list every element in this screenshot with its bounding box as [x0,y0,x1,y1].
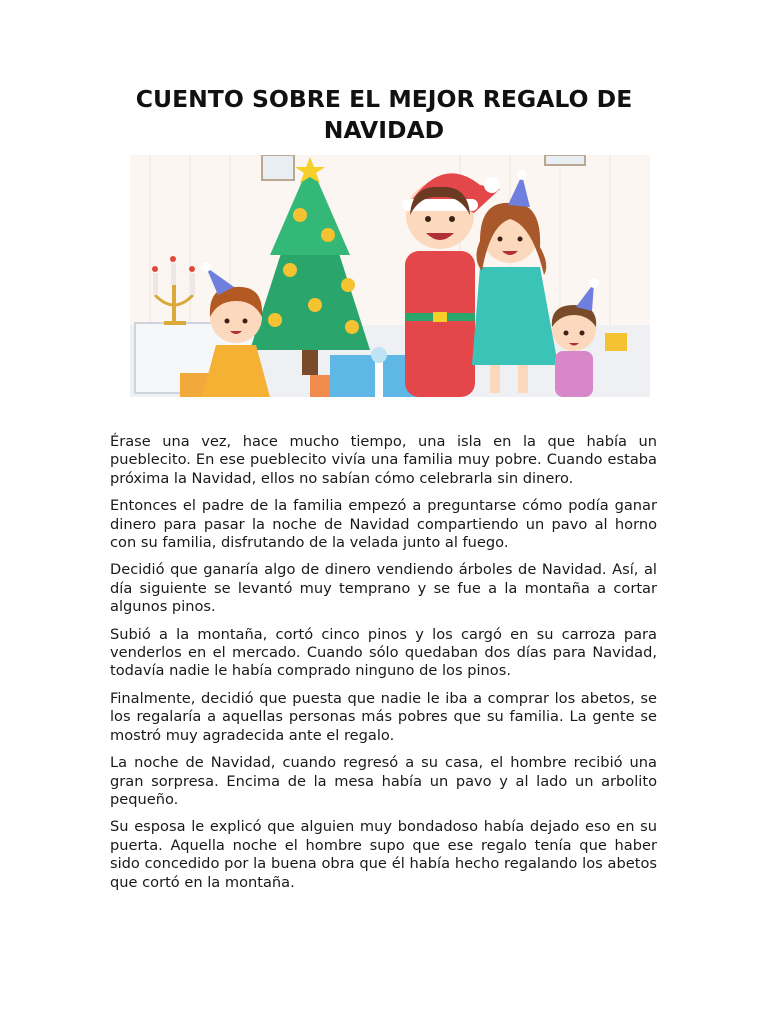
story-paragraph: Su esposa le explicó que alguien muy bondadoso había dejado eso en su puerta. Aquella noche el hombre supo que ese regalo tenía que haber sido concedido por la buena obra que él había hecho regalando los abetos que cortó en la montaña. [110,818,657,891]
story-paragraph: Érase una vez, hace mucho tiempo, una isla en la que había un pueblecito. En ese pueblecito vivía una familia muy pobre. Cuando estaba próxima la Navidad, ellos no sabían cómo celebrarla sin dinero. [110,433,657,487]
page-title: CUENTO SOBRE EL MEJOR REGALO DE NAVIDAD [135,85,633,144]
story-body [110,433,657,901]
story-paragraph: Decidió que ganaría algo de dinero vendiendo árboles de Navidad. Así, al día siguiente se levantó muy temprano y se fue a la montaña a cortar algunos pinos. [110,561,657,616]
story-paragraph: La noche de Navidad, cuando regresó a su casa, el hombre recibió una gran sorpresa. Encima de la mesa había un pavo y al lado un arbolito pequeño. [110,754,657,808]
story-paragraph: Subió a la montaña, cortó cinco pinos y los cargó en su carroza para venderlos en el mercado. Cuando sólo quedaban dos días para Navidad, todavía nadie le había comprado ninguno de los pinos. [110,625,657,680]
picture-frame [545,155,585,165]
picture-frame [262,155,294,180]
christmas-family-illustration [130,155,650,397]
story-paragraph: Finalmente, decidió que puesta que nadie le iba a comprar los abetos, se los regalaría a aquellas personas más pobres que su familia. La gente se mostró muy agradecida ante el regalo. [110,689,657,744]
story-paragraph: Entonces el padre de la familia empezó a preguntarse cómo podía ganar dinero para pasar la noche de Navidad compartiendo un pavo al horno con su familia, disfrutando de la velada junto al fuego. [110,497,657,552]
